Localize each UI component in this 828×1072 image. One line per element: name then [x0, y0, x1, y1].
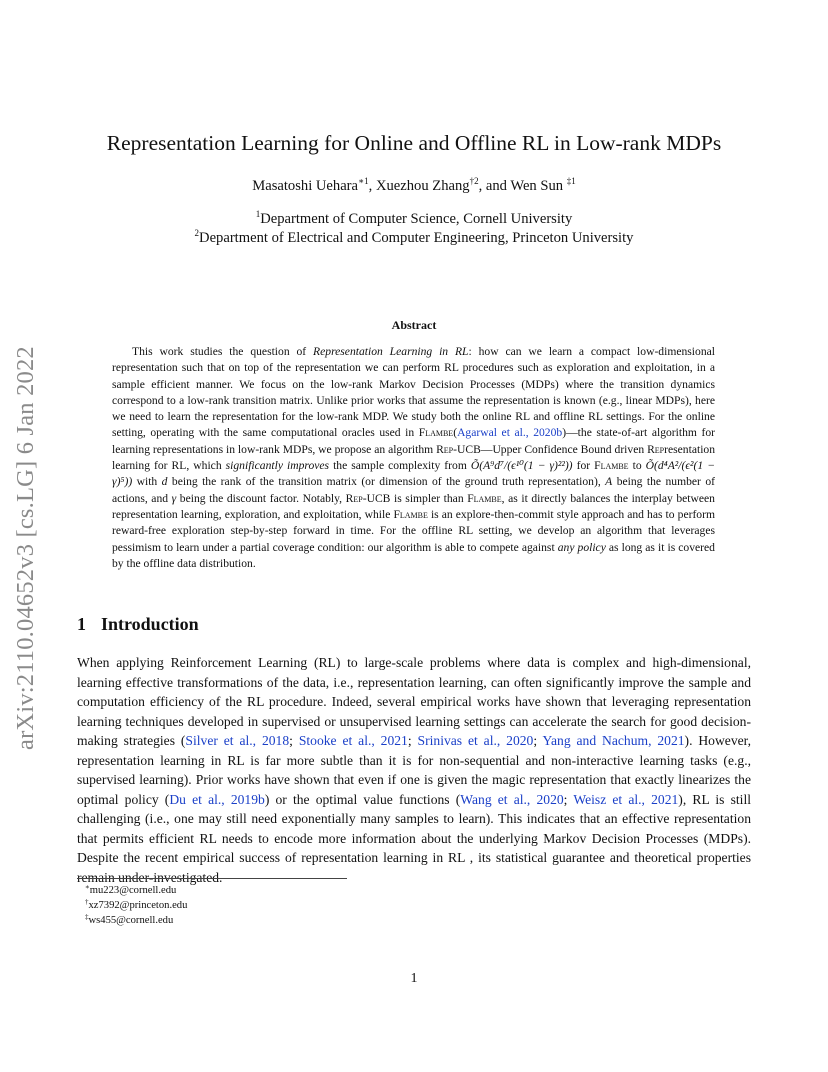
abstract-text: is simpler than	[390, 491, 468, 505]
author-name: Wen Sun	[510, 178, 564, 194]
abstract-text: resentation learning for RL, which	[112, 442, 716, 473]
rep-ucb-name: Rep-UCB	[345, 491, 391, 505]
affiliation-mark: 2	[194, 228, 200, 238]
abstract-text: is an explore-then-commit style approach and has to perform reward-free exploration step-by-step forward in time. For the offline RL setting, we develop an algorithm that leverages pessimism to learn under a partial coverage condition: our algorithm is able to compete against	[112, 507, 715, 554]
abstract-text: This work studies the question of	[132, 345, 314, 358]
complexity-formula: Õ(d⁴A²/(ϵ²(1 − γ)⁵))	[112, 459, 715, 489]
intro-paragraph	[77, 653, 751, 887]
author-mark: ∗1	[358, 176, 369, 186]
citation-separator: ;	[407, 733, 418, 748]
paper-title: Representation Learning for Online and Offline RL in Low-rank MDPs	[106, 131, 722, 155]
footnote-email: xz7392@princeton.edu	[88, 900, 188, 911]
citation-separator: ;	[563, 791, 574, 807]
abstract-text: : how can we learn a compact low-dimensional representation such that on top of the representation we can perform RL procedures such as exploration and exploitation, in a sample efficient manner. We focus on the low-rank Markov Decision Processes (MDPs) where the transition dynamics correspond to a low-rank transition matrix. Unlike prior works that assume the representation is known (e.g., linear MDPs), here we need to learn the representation for the low-rank MDP. We study both the online RL and offline RL settings. For the online setting, operating with the same computational oracles used in	[112, 345, 715, 440]
intro-body	[77, 653, 751, 887]
citation-link[interactable]: Du et al., 2019b	[169, 791, 265, 807]
flambe-name: Flambe	[467, 491, 502, 505]
author-mark: †2	[469, 176, 479, 186]
footnote	[77, 898, 187, 913]
abstract-text: being the rank of the transition matrix (or dimension of the ground truth representation),	[167, 475, 606, 489]
flambe-name: Flambe	[418, 426, 454, 440]
footnote	[77, 913, 187, 928]
rep-name: Rep	[647, 442, 665, 456]
flambe-name: Flambe	[393, 507, 428, 521]
affiliation	[0, 210, 828, 229]
footnote-mark: †	[85, 898, 89, 906]
author-name: Xuezhou Zhang	[375, 178, 470, 194]
section-title: Introduction	[101, 614, 199, 634]
abstract-text: the sample complexity from	[329, 459, 471, 473]
abstract-text: —the state-of-art algorithm for learning representations in low-rank MDPs, we propose an algorithm	[112, 426, 715, 456]
abstract-heading: Abstract	[391, 318, 437, 332]
flambe-name: Flambe	[594, 459, 629, 473]
footnote-divider	[77, 878, 347, 879]
footnote-email: mu223@cornell.edu	[89, 885, 177, 896]
affiliations	[0, 210, 828, 248]
abstract-text: for	[572, 459, 595, 473]
footnote-email: ws455@cornell.edu	[88, 915, 174, 926]
abstract-text: —Upper Confidence Bound driven	[480, 442, 648, 456]
rep-ucb-name: Rep-UCB	[436, 442, 481, 456]
citation-link[interactable]: Weisz et al., 2021	[573, 791, 679, 807]
citation-separator: ;	[289, 733, 299, 748]
intro-text: ) or the optimal value functions (	[264, 791, 461, 807]
affiliation-mark: 1	[255, 209, 261, 219]
section-number: 1	[77, 614, 86, 634]
author-separator: ,	[368, 178, 376, 194]
complexity-formula: Õ(A⁹d⁷/(ϵ¹⁰(1 − γ)²²))	[470, 459, 573, 473]
footnote-mark: ∗	[85, 883, 90, 891]
abstract-text: being the discount factor. Notably,	[176, 491, 346, 505]
citation-link[interactable]: Yang and Nachum, 2021	[542, 733, 685, 748]
abstract-paragraph: This work studies the question of Representation Learning in RL: how can we learn a compact low-dimensional representation such that on top of the representation we can perform RL procedures such as exploration and exploitation, in a sample efficient manner. We focus on the low-rank Markov Decision Processes (MDPs) where the transition dynamics correspond to a low-rank transition matrix. Unlike prior works that assume the representation is known (e.g., linear MDPs), here we need to learn the representation for the low-rank MDP. We study both the online RL and offline RL settings. For the online setting, operating with the same computational oracles used in Flambe(Agarwal et al., 2020b)—the state-of-art algorithm for learning representations in low-rank MDPs, we propose an algorithm Rep-UCB—Upper Confidence Bound driven Representation learning for RL, which significantly improves the sample complexity from Õ(A⁹d⁷/(ϵ¹⁰(1 − γ)²²)) for Flambe to Õ(d⁴A²/(ϵ²(1 − γ)⁵)) with d being the rank of the transition matrix (or dimension of the ground truth representation), A being the number of actions, and γ being the discount factor. Notably, Rep-UCB is simpler than Flambe, as it directly balances the interplay between representation learning, exploration, and exploitation, while Flambe is an explore-then-commit style approach and has to perform reward-free exploration step-by-step forward in time. For the offline RL setting, we develop an algorithm that leverages pessimism to learn under a partial coverage condition: our algorithm is able to compete against any policy as long as it is covered by the offline data distribution.	[112, 345, 716, 570]
citation-link[interactable]: Wang et al., 2020	[460, 791, 564, 807]
affiliation-text: Department of Computer Science, Cornell University	[260, 211, 573, 227]
abstract-text: with	[132, 475, 162, 489]
abstract-emphasis: Representation Learning in RL	[313, 345, 469, 358]
abstract-emphasis: any policy	[557, 540, 606, 554]
abstract-text: as long as it is covered by the offline data distribution.	[112, 540, 715, 570]
citation-separator: ;	[533, 733, 543, 748]
section-heading	[77, 614, 199, 635]
abstract-text: being the number of actions, and	[112, 475, 715, 505]
citation-link[interactable]: Stooke et al., 2021	[298, 733, 408, 748]
author-mark: ‡1	[566, 176, 576, 186]
abstract-emphasis: significantly improves	[225, 459, 330, 473]
abstract-text: , as it directly balances the interplay between representation learning, exploration, and exploitation, while	[112, 491, 715, 521]
citation-link[interactable]: Srinivas et al., 2020	[417, 733, 534, 748]
intro-text: ). However, representation learning in RL is far more subtle than it is for non-sequential and non-interactive learning tasks (e.g., supervised learning). Prior works have shown that even if one is given the magic representation that exactly linearizes the optimal policy (	[77, 733, 752, 807]
intro-text: When applying Reinforcement Learning (RL) to large-scale problems where data is complex and high-dimensional, learning effective transformations of the data, i.e., representation learning, can often significantly improve the sample and computation efficiency of the RL procedure. Indeed, several empirical works have shown that leveraging representation learning techniques developed in supervised or unsupervised learning settings can accelerate the search for good decision-making strategies (	[77, 655, 751, 748]
abstract-text: to	[628, 459, 646, 473]
footnote-mark: ‡	[85, 913, 89, 921]
page-number: 1	[410, 971, 418, 986]
math-variable: γ	[171, 491, 177, 505]
footnote	[77, 883, 187, 898]
abstract-body	[112, 344, 715, 572]
math-variable: d	[161, 475, 168, 489]
affiliation	[0, 229, 828, 248]
math-variable: A	[605, 475, 613, 489]
author-name: Masatoshi Uehara	[252, 178, 359, 194]
author-separator: , and	[478, 178, 511, 194]
citation-link[interactable]: Agarwal et al., 2020b	[457, 426, 563, 440]
author-list	[0, 176, 828, 196]
intro-text: ), RL is still challenging (i.e., one may still need exponentially many samples to learn). This indicates that an effective representation that permits efficient RL needs to encode more information about the underlying Markov Decision Processes (MDPs). Despite the recent empirical success of representation learning in RL , its statistical guarantee and theoretical properties remain under-investigated.	[77, 791, 751, 885]
arxiv-identifier: arXiv:2110.04652v3 [cs.LG] 6 Jan 2022	[12, 346, 39, 750]
affiliation-text: Department of Electrical and Computer Engineering, Princeton University	[199, 230, 634, 246]
footnotes	[77, 883, 187, 928]
citation-link[interactable]: Silver et al., 2018	[185, 733, 290, 748]
